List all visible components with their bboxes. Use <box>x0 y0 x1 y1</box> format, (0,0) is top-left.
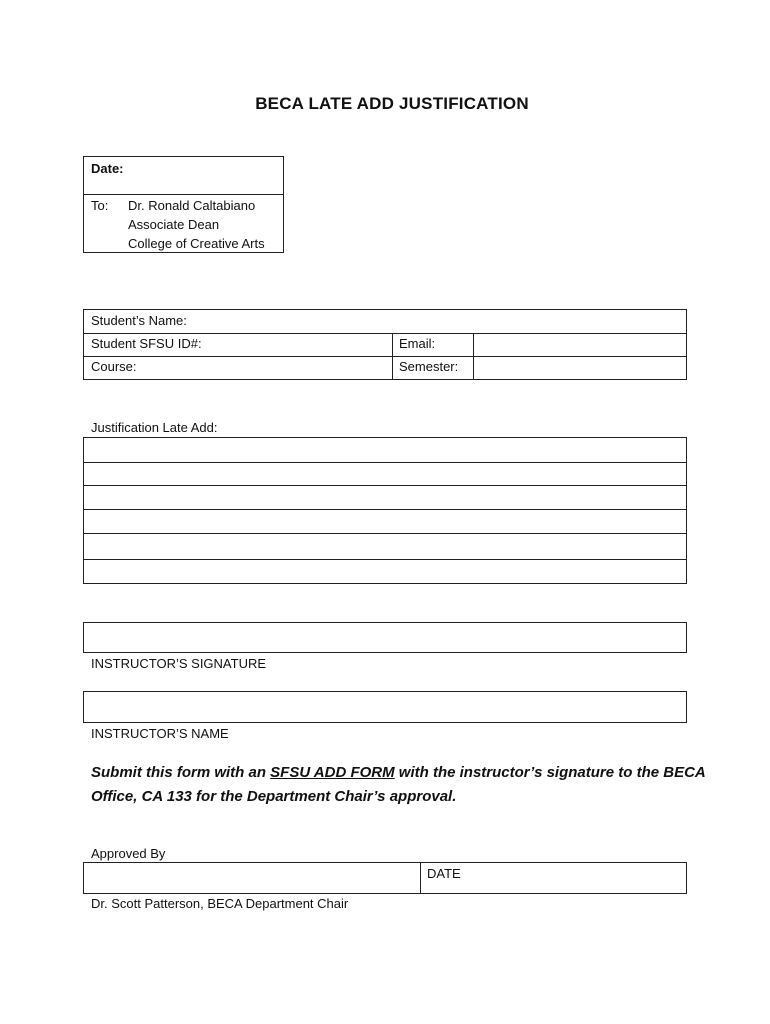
notice-text-2: with the instructor’s signature to the BECA Office, CA 133 for the Department Chair’s approval. <box>91 764 706 805</box>
student-id-label: Student SFSU ID#: <box>91 336 202 351</box>
semester-field[interactable] <box>474 356 686 378</box>
date-label: Date: <box>91 161 124 176</box>
email-label: Email: <box>399 336 436 351</box>
course-field[interactable] <box>150 356 390 378</box>
course-label: Course: <box>91 359 137 374</box>
submission-notice <box>91 761 711 809</box>
justification-row-2[interactable] <box>84 462 686 484</box>
email-field[interactable] <box>474 333 686 355</box>
header-box <box>83 156 284 253</box>
justification-row-6[interactable] <box>84 559 686 583</box>
form-title: BECA LATE ADD JUSTIFICATION <box>255 94 529 113</box>
approval-date-field[interactable] <box>470 863 686 893</box>
instructor-name-field[interactable] <box>83 691 687 723</box>
chair-name: Dr. Scott Patterson, BECA Department Chair <box>91 896 349 911</box>
student-name-label: Student’s Name: <box>91 313 187 328</box>
approval-signature-field[interactable] <box>84 863 419 893</box>
instructor-signature-label: INSTRUCTOR’S SIGNATURE <box>91 656 267 671</box>
approved-by-label: Approved By <box>91 846 166 861</box>
header-divider <box>84 194 283 195</box>
notice-text-1: Submit this form with an <box>91 764 271 781</box>
justification-row-3[interactable] <box>84 485 686 508</box>
sfsu-add-form-link[interactable]: SFSU ADD FORM <box>270 764 395 781</box>
instructor-name-label: INSTRUCTOR’S NAME <box>91 726 229 741</box>
recipient-title: Associate Dean <box>128 217 220 232</box>
justification-label: Justification Late Add: <box>91 420 218 435</box>
student-id-field[interactable] <box>210 333 390 355</box>
approval-date-label: DATE <box>427 866 461 881</box>
justification-row-1[interactable] <box>84 438 686 461</box>
recipient-name: Dr. Ronald Caltabiano <box>128 198 256 213</box>
justification-row-5[interactable] <box>84 533 686 558</box>
to-label: To: <box>91 198 109 213</box>
semester-label: Semester: <box>399 359 459 374</box>
instructor-signature-field[interactable] <box>83 622 687 653</box>
student-name-field[interactable] <box>200 310 686 332</box>
justification-row-4[interactable] <box>84 509 686 532</box>
recipient-college: College of Creative Arts <box>128 236 265 251</box>
